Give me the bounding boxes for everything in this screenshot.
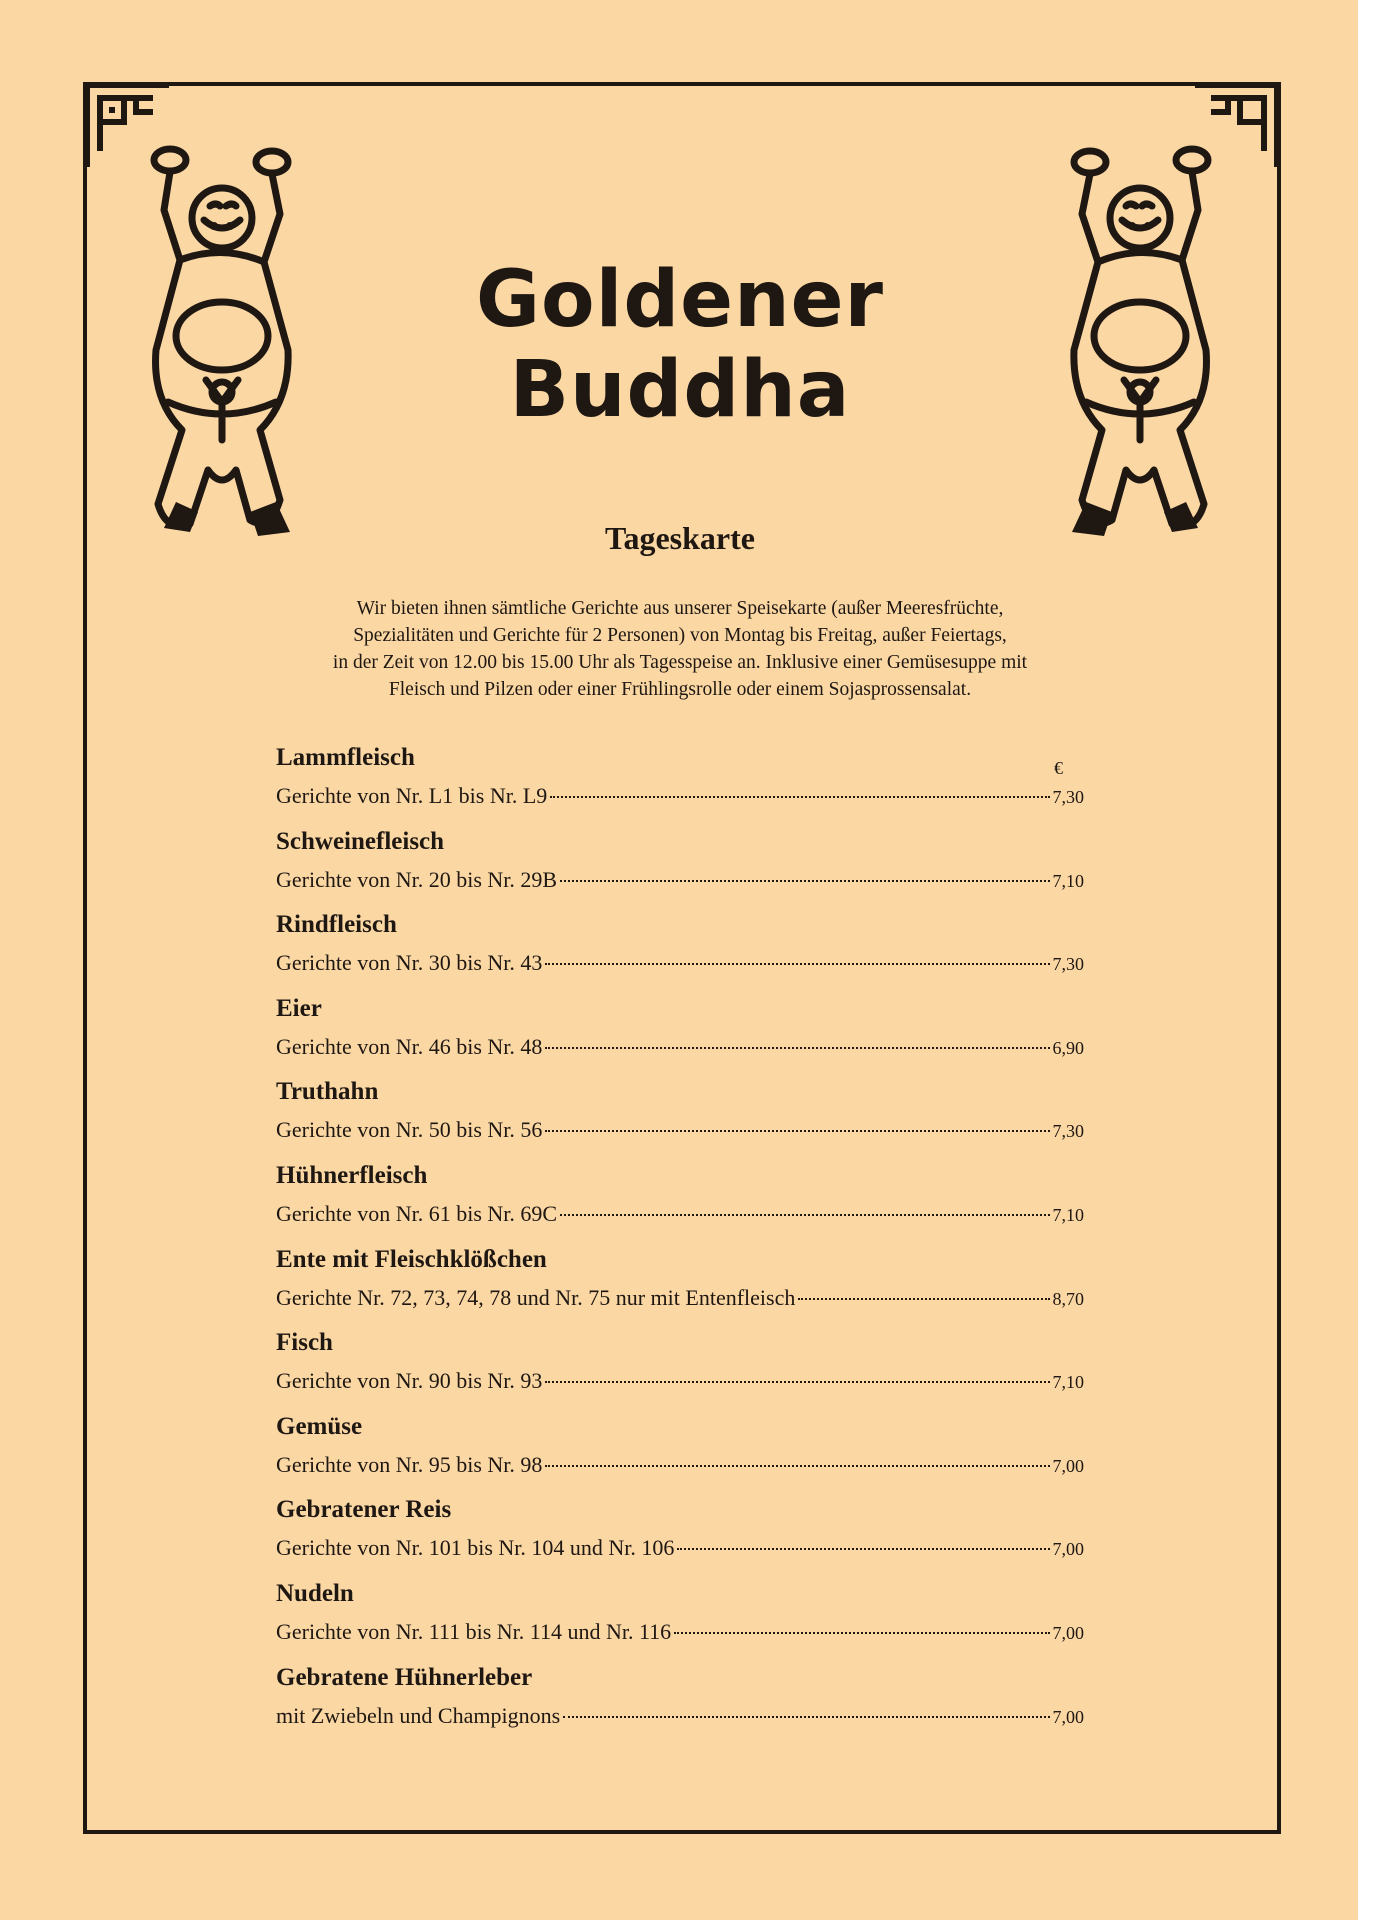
- currency-label: €: [1054, 758, 1063, 778]
- intro-line: Fleisch und Pilzen oder einer Frühlingsrolle oder einem Sojasprossensalat.: [388, 679, 972, 700]
- menu-item: [276, 1662, 1084, 1746]
- item-price: 8,70: [1052, 1288, 1084, 1309]
- item-description: Gerichte von Nr. L1 bis Nr. L9: [276, 783, 548, 808]
- dot-leader: [563, 1716, 1049, 1718]
- item-name: Rindfleisch: [276, 911, 397, 939]
- menu-item: [276, 909, 1084, 993]
- dot-leader: [560, 1214, 1049, 1216]
- menu-subtitle: Tageskarte: [605, 520, 755, 556]
- item-price: 7,00: [1052, 1455, 1084, 1476]
- menu-item: [276, 742, 1084, 826]
- menu-item: [276, 1578, 1084, 1662]
- dot-leader: [560, 880, 1049, 882]
- item-name: Fisch: [276, 1329, 333, 1357]
- item-description: Gerichte von Nr. 46 bis Nr. 48: [276, 1033, 543, 1059]
- item-line: [276, 1449, 1084, 1482]
- menu-item: [276, 1076, 1084, 1160]
- dot-leader: [550, 796, 1049, 798]
- item-description: Gerichte von Nr. 61 bis Nr. 69C: [276, 1200, 558, 1226]
- menu-list: [276, 742, 1084, 1745]
- item-name: Schweinefleisch: [276, 827, 445, 855]
- item-name: Gebratene Hühnerleber: [276, 1663, 533, 1691]
- menu-item: [276, 1411, 1084, 1495]
- item-name: Eier: [276, 994, 322, 1022]
- item-description: Gerichte von Nr. 20 bis Nr. 29B: [276, 866, 558, 892]
- item-description: Gerichte von Nr. 111 bis Nr. 114 und Nr. 116: [276, 1618, 672, 1644]
- dot-leader: [545, 1465, 1049, 1467]
- menu-item: [276, 1327, 1084, 1411]
- dot-leader: [677, 1548, 1049, 1550]
- item-line: [276, 1616, 1084, 1649]
- dot-leader: [545, 1047, 1049, 1049]
- item-description: mit Zwiebeln und Champignons: [276, 1702, 561, 1728]
- menu-item: [276, 826, 1084, 910]
- item-price: 7,00: [1052, 1539, 1084, 1560]
- dot-leader: [798, 1298, 1049, 1300]
- laughing-buddha-icon: [140, 140, 310, 540]
- item-price: 7,00: [1052, 1706, 1084, 1727]
- intro-line: Wir bieten ihnen sämtliche Gerichte aus unserer Speisekarte (außer Meeresfrüchte,: [356, 598, 1004, 619]
- item-price: 6,90: [1052, 1037, 1084, 1058]
- item-line: [276, 1114, 1084, 1147]
- restaurant-title: Goldener Buddha: [476, 255, 884, 435]
- item-line: [276, 1198, 1084, 1231]
- item-description: Gerichte Nr. 72, 73, 74, 78 und Nr. 75 nur mit Entenfleisch: [276, 1284, 796, 1310]
- menu-item: [276, 993, 1084, 1077]
- item-line: [276, 1532, 1084, 1565]
- item-line: [276, 1031, 1084, 1064]
- dot-leader: [545, 1381, 1049, 1383]
- item-line: [276, 1700, 1084, 1733]
- intro-line: Spezialitäten und Gerichte für 2 Personen) von Montag bis Freitag, außer Feiertags,: [353, 625, 1007, 646]
- menu-item: [276, 1160, 1084, 1244]
- item-line: [276, 780, 1084, 813]
- menu-item: [276, 1494, 1084, 1578]
- item-description: Gerichte von Nr. 50 bis Nr. 56: [276, 1117, 543, 1143]
- item-price: 7,30: [1052, 954, 1084, 975]
- item-price: 7,10: [1052, 1372, 1084, 1393]
- laughing-buddha-icon: [1052, 140, 1222, 540]
- item-name: Ente mit Fleischklößchen: [276, 1245, 547, 1273]
- dot-leader: [545, 1130, 1049, 1132]
- intro-text: [270, 595, 1090, 703]
- item-line: [276, 864, 1084, 897]
- item-line: [276, 947, 1084, 980]
- dot-leader: [545, 963, 1049, 965]
- item-name: Gemüse: [276, 1412, 363, 1440]
- item-description: Gerichte von Nr. 30 bis Nr. 43: [276, 950, 543, 976]
- item-description: Gerichte von Nr. 101 bis Nr. 104 und Nr. 106: [276, 1535, 675, 1561]
- item-description: Gerichte von Nr. 90 bis Nr. 93: [276, 1368, 543, 1394]
- item-price: 7,30: [1052, 1121, 1084, 1142]
- dot-leader: [674, 1632, 1049, 1634]
- item-description: Gerichte von Nr. 95 bis Nr. 98: [276, 1451, 543, 1477]
- menu-item: [276, 1244, 1084, 1328]
- item-price: 7,00: [1052, 1622, 1084, 1643]
- item-price: 7,10: [1052, 870, 1084, 891]
- item-name: Nudeln: [276, 1579, 354, 1607]
- item-name: Gebratener Reis: [276, 1496, 452, 1524]
- item-name: Lammfleisch: [276, 744, 415, 771]
- item-price: 7,30: [1052, 787, 1084, 807]
- item-line: [276, 1282, 1084, 1315]
- item-name: Truthahn: [276, 1078, 379, 1106]
- item-line: [276, 1365, 1084, 1398]
- item-name: Hühnerfleisch: [276, 1161, 428, 1189]
- intro-line: in der Zeit von 12.00 bis 15.00 Uhr als Tagesspeise an. Inklusive einer Gemüsesuppe mit: [332, 652, 1028, 673]
- item-price: 7,10: [1052, 1204, 1084, 1225]
